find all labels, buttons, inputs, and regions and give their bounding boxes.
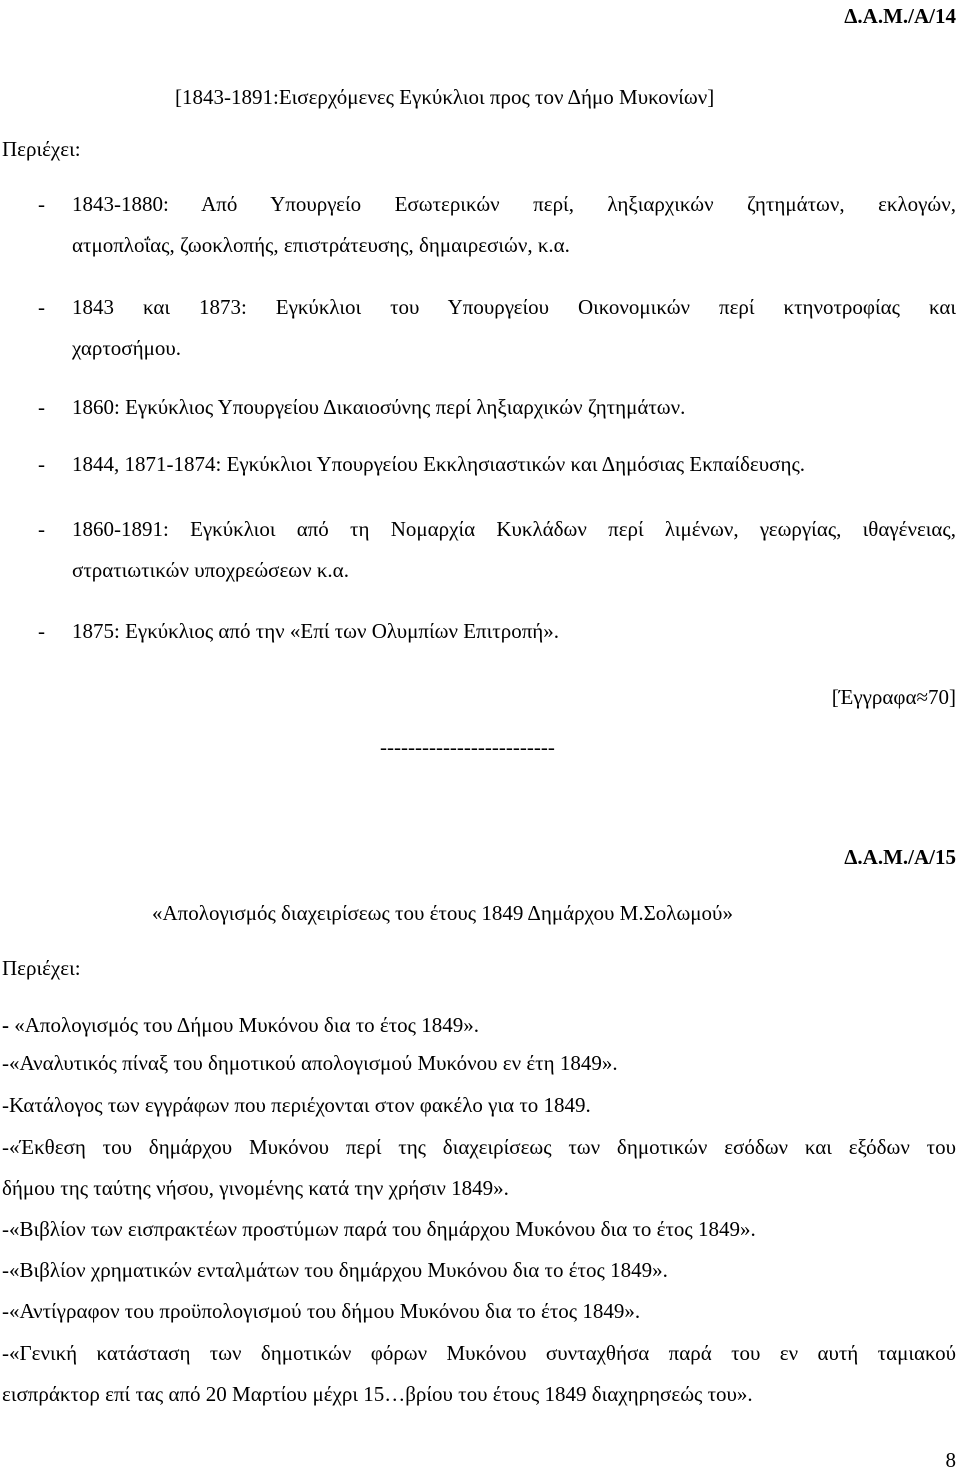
list-item-15-7: -«Αντίγραφον του προϋπολογισμού του δήμου Μυκόνου δια το έτος 1849». <box>2 1299 641 1323</box>
list-item-14-3: - 1860: Εγκύκλιος Υπουργείου Δικαιοσύνης περί ληξιαρχικών ζητημάτων. <box>38 395 686 419</box>
list-item-15-3: -Κατάλογος των εγγράφων που περιέχονται στον φακέλο για το 1849. <box>2 1093 591 1117</box>
contents-label-14: Περιέχει: <box>2 137 81 161</box>
document-count-14: [Έγγραφα≈70] <box>831 685 956 709</box>
list-item-15-5: -«Βιβλίον των εισπρακτέων προστύμων παρά του δημάρχου Μυκόνου δια το έτος 1849». <box>2 1217 756 1241</box>
list-item-15-4-cont: δήμου της ταύτης νήσου, γινομένης κατά την χρήσιν 1849». <box>2 1176 509 1200</box>
archive-code-14: Δ.Α.Μ./Α/14 <box>844 4 956 28</box>
separator-line: ------------------------- <box>380 735 555 759</box>
entry-title-15: «Απολογισμός διαχειρίσεως του έτους 1849 Δημάρχου Μ.Σολωμού» <box>152 901 733 925</box>
list-item-14-2-cont: χαρτοσήμου. <box>72 336 181 360</box>
list-item-14-5-cont: στρατιωτικών υποχρεώσεων κ.α. <box>72 558 349 582</box>
list-item-15-6: -«Βιβλίον χρηματικών ενταλμάτων του δημάρχου Μυκόνου δια το έτος 1849». <box>2 1258 668 1282</box>
list-item-14-4: - 1844, 1871-1874: Εγκύκλιοι Υπουργείου Εκκλησιαστικών και Δημόσιας Εκπαίδευσης. <box>38 452 806 476</box>
contents-label-15: Περιέχει: <box>2 956 81 980</box>
archive-code-15: Δ.Α.Μ./Α/15 <box>844 845 956 869</box>
list-item-15-8-cont: εισπράκτορ επί τας από 20 Μαρτίου μέχρι 15…βρίου του έτους 1849 διαχηρησεώς του». <box>2 1382 753 1406</box>
list-item-15-1: - «Απολογισμός του Δήμου Μυκόνου δια το έτος 1849». <box>2 1013 479 1037</box>
list-item-14-1: - 1843-1880: Από Υπουργείο Εσωτερικών περί, ληξιαρχικών ζητημάτων, εκλογών, <box>38 192 956 216</box>
list-item-14-5: - 1860-1891: Εγκύκλιοι από τη Νομαρχία Κυκλάδων περί λιμένων, γεωργίας, ιθαγένειας, <box>38 517 956 541</box>
page-number: 8 <box>945 1448 956 1472</box>
list-item-14-1-cont: ατμοπλοΐας, ζωοκλοπής, επιστράτευσης, δημαιρεσιών, κ.α. <box>72 233 570 257</box>
list-item-15-8: -«Γενική κατάσταση των δημοτικών φόρων Μυκόνου συνταχθήσα παρά του εν αυτή ταμιακού <box>2 1341 956 1365</box>
list-item-15-2: -«Αναλυτικός πίναξ του δημοτικού απολογισμού Μυκόνου εν έτη 1849». <box>2 1051 618 1075</box>
list-item-14-6: - 1875: Εγκύκλιος από την «Επί των Ολυμπίων Επιτροπή». <box>38 619 560 643</box>
list-item-15-4: -«Έκθεση του δημάρχου Μυκόνου περί της διαχειρίσεως των δημοτικών εσόδων και εξόδων του <box>2 1135 956 1159</box>
entry-title-14: [1843-1891:Εισερχόμενες Εγκύκλιοι προς τον Δήμο Μυκονίων] <box>175 85 715 109</box>
list-item-14-2: - 1843 και 1873: Εγκύκλιοι του Υπουργείου Οικονομικών περί κτηνοτροφίας και <box>38 295 956 319</box>
